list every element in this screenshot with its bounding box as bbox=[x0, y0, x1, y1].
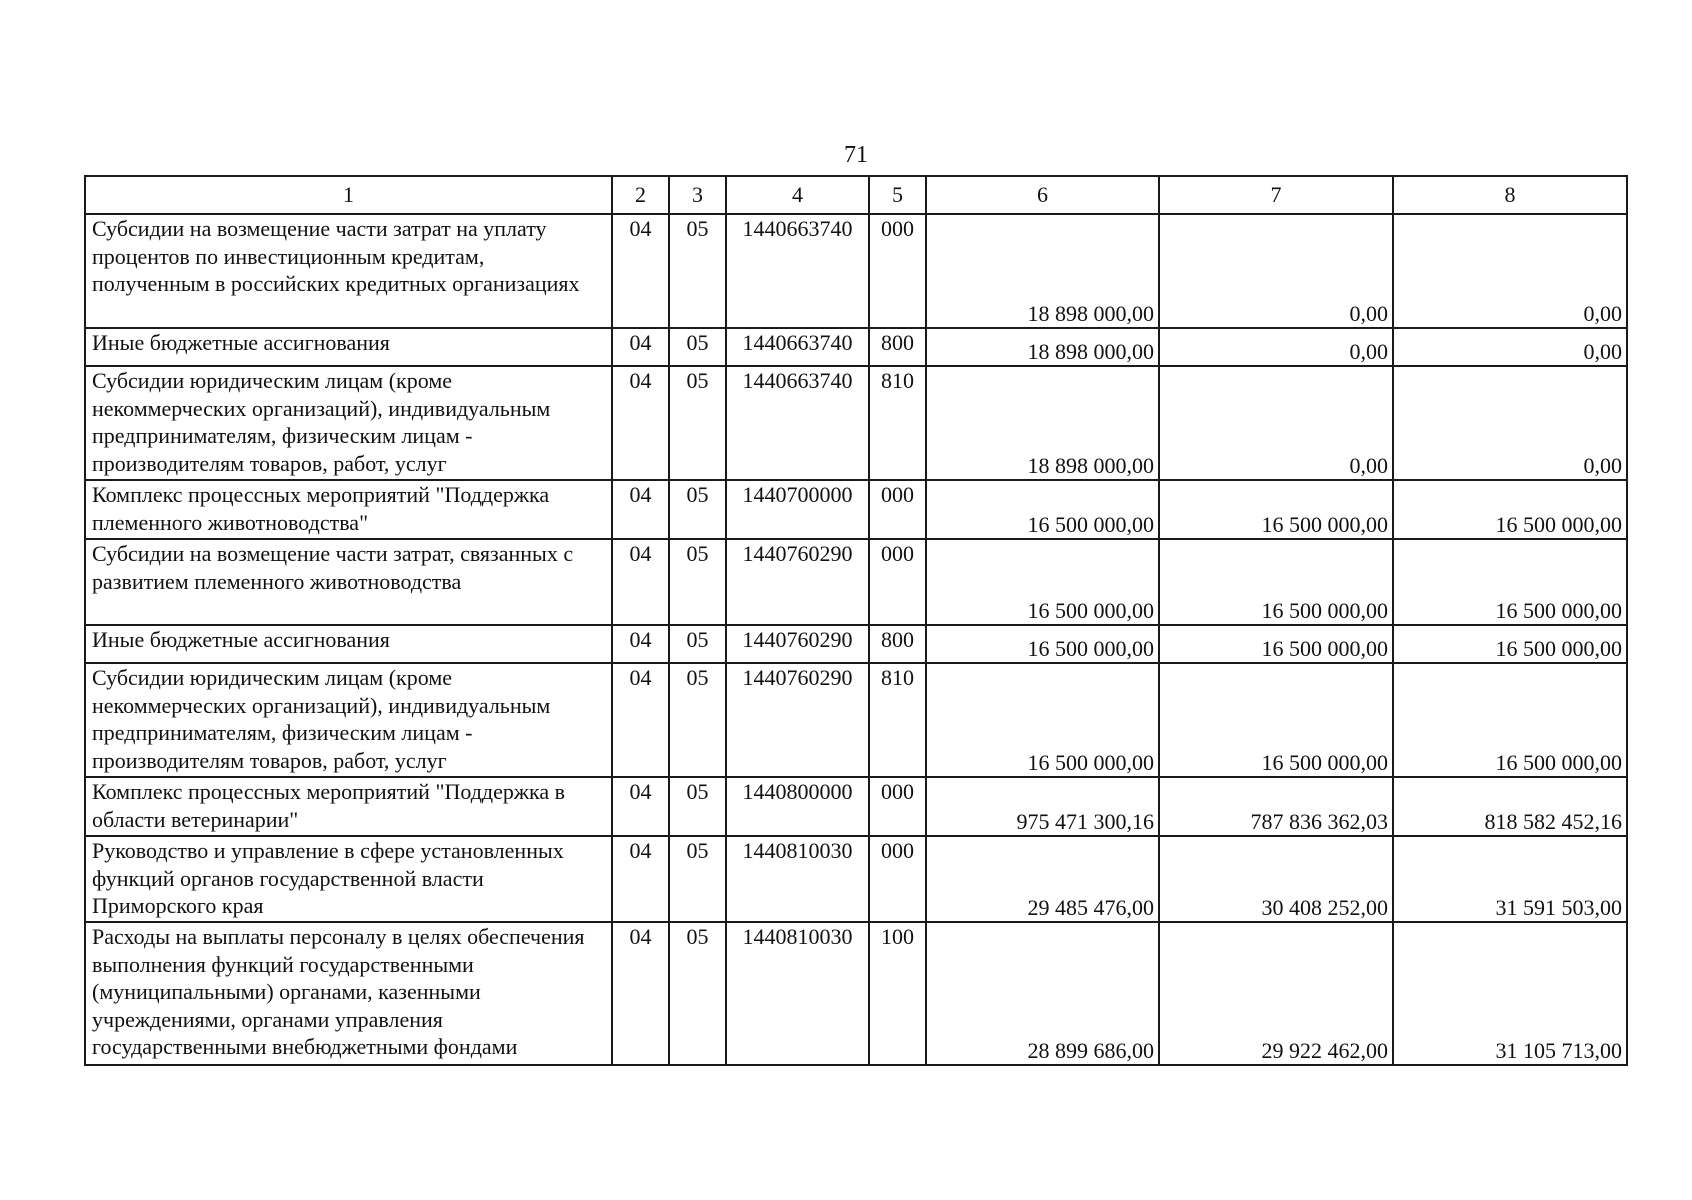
subsection-code: 05 bbox=[669, 922, 726, 1065]
amount-col8: 16 500 000,00 bbox=[1393, 663, 1627, 777]
subsection-code: 05 bbox=[669, 480, 726, 539]
target-article-code: 1440760290 bbox=[726, 663, 869, 777]
amount-col7: 30 408 252,00 bbox=[1159, 836, 1393, 922]
amount-col7: 16 500 000,00 bbox=[1159, 539, 1393, 625]
section-code: 04 bbox=[612, 663, 669, 777]
subsection-code: 05 bbox=[669, 214, 726, 328]
table-row bbox=[85, 836, 1627, 922]
row-name: Субсидии на возмещение части затрат, связанных с развитием племенного животноводства bbox=[85, 539, 612, 625]
amount-col7: 0,00 bbox=[1159, 214, 1393, 328]
amount-col6: 28 899 686,00 bbox=[926, 922, 1159, 1065]
section-code: 04 bbox=[612, 777, 669, 836]
amount-col7: 787 836 362,03 bbox=[1159, 777, 1393, 836]
target-article-code: 1440663740 bbox=[726, 366, 869, 480]
amount-col8: 16 500 000,00 bbox=[1393, 625, 1627, 663]
amount-col6: 18 898 000,00 bbox=[926, 328, 1159, 366]
subsection-code: 05 bbox=[669, 625, 726, 663]
section-code: 04 bbox=[612, 366, 669, 480]
table-row bbox=[85, 625, 1627, 663]
header-cell: 4 bbox=[726, 176, 869, 214]
target-article-code: 1440810030 bbox=[726, 922, 869, 1065]
subsection-code: 05 bbox=[669, 836, 726, 922]
section-code: 04 bbox=[612, 922, 669, 1065]
subsection-code: 05 bbox=[669, 328, 726, 366]
page-number: 71 bbox=[844, 142, 868, 168]
expense-type-code: 000 bbox=[869, 214, 926, 328]
amount-col6: 18 898 000,00 bbox=[926, 214, 1159, 328]
table-row bbox=[85, 214, 1627, 328]
row-name: Субсидии юридическим лицам (кроме некоммерческих организаций), индивидуальным предпринимателям, физическим лицам - производителям товаров, работ, услуг bbox=[85, 663, 612, 777]
amount-col6: 16 500 000,00 bbox=[926, 625, 1159, 663]
row-name: Субсидии юридическим лицам (кроме некоммерческих организаций), индивидуальным предпринимателям, физическим лицам - производителям товаров, работ, услуг bbox=[85, 366, 612, 480]
target-article-code: 1440663740 bbox=[726, 214, 869, 328]
expense-type-code: 810 bbox=[869, 663, 926, 777]
amount-col8: 31 105 713,00 bbox=[1393, 922, 1627, 1065]
table-row bbox=[85, 366, 1627, 480]
amount-col7: 16 500 000,00 bbox=[1159, 625, 1393, 663]
table-row bbox=[85, 922, 1627, 1065]
expense-type-code: 000 bbox=[869, 777, 926, 836]
amount-col8: 16 500 000,00 bbox=[1393, 539, 1627, 625]
header-cell: 6 bbox=[926, 176, 1159, 214]
amount-col8: 0,00 bbox=[1393, 214, 1627, 328]
expense-type-code: 000 bbox=[869, 836, 926, 922]
expense-type-code: 810 bbox=[869, 366, 926, 480]
header-cell: 1 bbox=[85, 176, 612, 214]
row-name: Расходы на выплаты персоналу в целях обеспечения выполнения функций государственными (муниципальными) органами, казенными учреждениями, органами управления государственными внебюджетными фондами bbox=[85, 922, 612, 1065]
section-code: 04 bbox=[612, 539, 669, 625]
amount-col7: 0,00 bbox=[1159, 366, 1393, 480]
expense-type-code: 000 bbox=[869, 539, 926, 625]
subsection-code: 05 bbox=[669, 366, 726, 480]
subsection-code: 05 bbox=[669, 539, 726, 625]
amount-col8: 0,00 bbox=[1393, 366, 1627, 480]
amount-col8: 16 500 000,00 bbox=[1393, 480, 1627, 539]
amount-col8: 31 591 503,00 bbox=[1393, 836, 1627, 922]
amount-col8: 818 582 452,16 bbox=[1393, 777, 1627, 836]
amount-col6: 18 898 000,00 bbox=[926, 366, 1159, 480]
amount-col7: 16 500 000,00 bbox=[1159, 480, 1393, 539]
amount-col6: 975 471 300,16 bbox=[926, 777, 1159, 836]
table-row bbox=[85, 480, 1627, 539]
row-name: Субсидии на возмещение части затрат на уплату процентов по инвестиционным кредитам, полученным в российских кредитных организациях bbox=[85, 214, 612, 328]
table-row bbox=[85, 777, 1627, 836]
header-cell: 5 bbox=[869, 176, 926, 214]
section-code: 04 bbox=[612, 625, 669, 663]
expense-type-code: 000 bbox=[869, 480, 926, 539]
row-name: Комплекс процессных мероприятий "Поддержка в области ветеринарии" bbox=[85, 777, 612, 836]
table-row bbox=[85, 328, 1627, 366]
header-row bbox=[85, 176, 1627, 214]
budget-table bbox=[84, 175, 1628, 1066]
amount-col6: 29 485 476,00 bbox=[926, 836, 1159, 922]
subsection-code: 05 bbox=[669, 777, 726, 836]
section-code: 04 bbox=[612, 480, 669, 539]
table-row bbox=[85, 663, 1627, 777]
target-article-code: 1440800000 bbox=[726, 777, 869, 836]
header-cell: 3 bbox=[669, 176, 726, 214]
row-name: Иные бюджетные ассигнования bbox=[85, 625, 612, 663]
section-code: 04 bbox=[612, 836, 669, 922]
amount-col6: 16 500 000,00 bbox=[926, 480, 1159, 539]
subsection-code: 05 bbox=[669, 663, 726, 777]
section-code: 04 bbox=[612, 214, 669, 328]
row-name: Комплекс процессных мероприятий "Поддержка племенного животноводства" bbox=[85, 480, 612, 539]
target-article-code: 1440760290 bbox=[726, 625, 869, 663]
table-row bbox=[85, 539, 1627, 625]
header-cell: 2 bbox=[612, 176, 669, 214]
header-cell: 7 bbox=[1159, 176, 1393, 214]
expense-type-code: 100 bbox=[869, 922, 926, 1065]
amount-col8: 0,00 bbox=[1393, 328, 1627, 366]
row-name: Руководство и управление в сфере установленных функций органов государственной власти Приморского края bbox=[85, 836, 612, 922]
target-article-code: 1440810030 bbox=[726, 836, 869, 922]
amount-col7: 29 922 462,00 bbox=[1159, 922, 1393, 1065]
target-article-code: 1440760290 bbox=[726, 539, 869, 625]
amount-col6: 16 500 000,00 bbox=[926, 539, 1159, 625]
section-code: 04 bbox=[612, 328, 669, 366]
amount-col7: 0,00 bbox=[1159, 328, 1393, 366]
amount-col6: 16 500 000,00 bbox=[926, 663, 1159, 777]
header-cell: 8 bbox=[1393, 176, 1627, 214]
expense-type-code: 800 bbox=[869, 328, 926, 366]
amount-col7: 16 500 000,00 bbox=[1159, 663, 1393, 777]
target-article-code: 1440700000 bbox=[726, 480, 869, 539]
expense-type-code: 800 bbox=[869, 625, 926, 663]
target-article-code: 1440663740 bbox=[726, 328, 869, 366]
row-name: Иные бюджетные ассигнования bbox=[85, 328, 612, 366]
